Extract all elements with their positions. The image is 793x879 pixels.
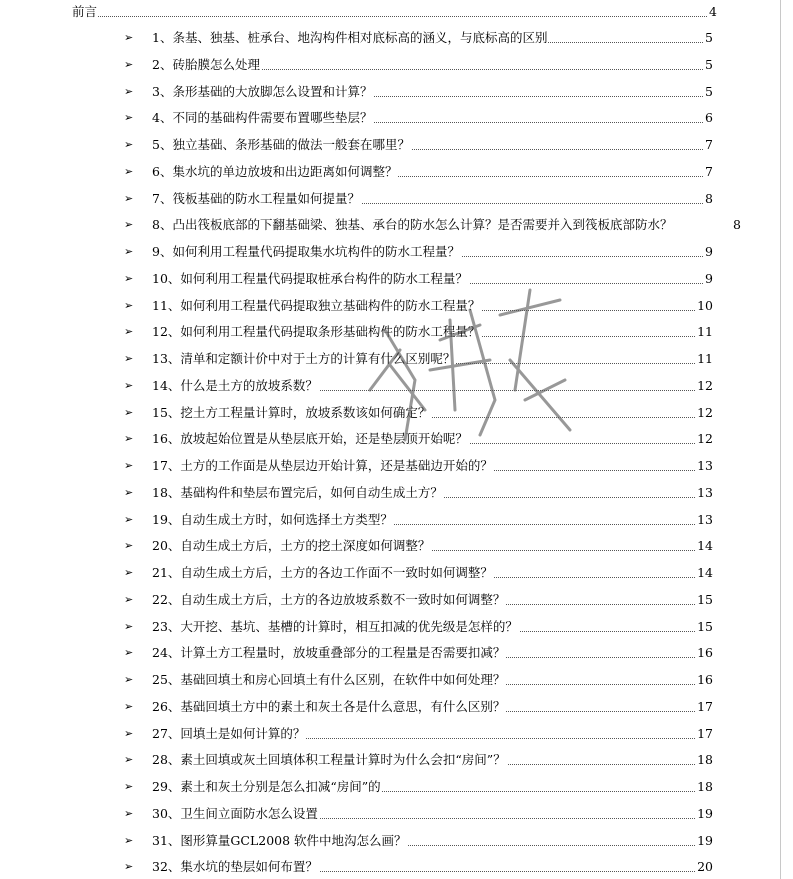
toc-entry-row[interactable]: [0, 162, 793, 182]
toc-entry-row[interactable]: [0, 831, 793, 851]
toc-entry-title: 15、挖土方工程量计算时，放坡系数该如何确定？: [152, 403, 431, 423]
toc-entry-page-number: 6: [704, 108, 713, 128]
arrow-bullet-icon: ➢: [124, 566, 134, 579]
toc-entry-title: 18、基础构件和垫层布置完后，如何自动生成土方？: [152, 483, 444, 503]
toc-entry-row[interactable]: [0, 296, 793, 316]
toc-entry-title: 6、集水坑的单边放坡和出边距离如何调整？: [152, 162, 398, 182]
toc-entry-title: 5、独立基础、条形基础的做法一般套在哪里？: [152, 135, 411, 155]
toc-entry-page-number: 7: [704, 162, 713, 182]
toc-entry-title: 8、凸出筏板底部的下翻基础梁、独基、承台的防水怎么计算？是否需要并入到筏板底部防水？: [152, 215, 673, 235]
toc-entry-page-number: 17: [696, 697, 713, 717]
arrow-bullet-icon: ➢: [124, 860, 134, 874]
toc-entry-row[interactable]: [0, 376, 793, 396]
toc-entry-page-number: 9: [704, 269, 713, 289]
toc-entry-row[interactable]: [0, 349, 793, 369]
toc-entry-title: 2、砖胎膜怎么处理: [152, 55, 261, 75]
toc-entry-title: 22、自动生成土方后，土方的各边放坡系数不一致时如何调整？: [152, 590, 506, 610]
dot-leader: [72, 16, 717, 17]
toc-entry-row[interactable]: [0, 617, 793, 637]
toc-entry-page-number: 7: [704, 135, 713, 155]
toc-entry-page-number: 5: [704, 28, 713, 48]
toc-entry-page-number: 11: [696, 349, 713, 369]
arrow-bullet-icon: ➢: [124, 218, 134, 232]
toc-entry-title: 25、基础回填土和房心回填土有什么区别，在软件中如何处理？: [152, 670, 506, 690]
arrow-bullet-icon: ➢: [124, 833, 134, 847]
toc-entry-row[interactable]: [0, 55, 793, 75]
toc-entry-page-number: 12: [696, 376, 713, 396]
toc-entry-page-number: 19: [696, 804, 713, 824]
toc-entry-title: 29、素土和灰土分别是怎么扣减“房间”的: [152, 777, 382, 797]
toc-entry-page-number: 16: [696, 670, 713, 690]
toc-entry-row[interactable]: [0, 670, 793, 690]
arrow-bullet-icon: ➢: [124, 325, 134, 339]
toc-entry-row[interactable]: [0, 697, 793, 717]
arrow-bullet-icon: ➢: [124, 405, 134, 419]
toc-entry-title: 21、自动生成土方后，土方的各边工作面不一致时如何调整？: [152, 563, 494, 583]
toc-entry-title: 14、什么是土方的放坡系数？: [152, 376, 319, 396]
arrow-bullet-icon: ➢: [124, 271, 134, 285]
arrow-bullet-icon: ➢: [124, 298, 134, 312]
arrow-bullet-icon: ➢: [124, 539, 134, 553]
toc-entry-page-number: 19: [696, 831, 713, 851]
arrow-bullet-icon: ➢: [124, 726, 134, 740]
arrow-bullet-icon: ➢: [124, 378, 134, 392]
toc-entry-title: 30、卫生间立面防水怎么设置: [152, 804, 319, 824]
toc-entry-row[interactable]: [0, 189, 793, 209]
toc-entry-title: 28、素土回填或灰土回填体积工程量计算时为什么会扣“房间”？: [152, 750, 507, 770]
toc-entry-page-number: 17: [696, 724, 713, 744]
arrow-bullet-icon: ➢: [124, 485, 134, 499]
arrow-bullet-icon: ➢: [124, 459, 134, 472]
arrow-bullet-icon: ➢: [124, 512, 134, 526]
toc-entry-title: 23、大开挖、基坑、基槽的计算时，相互扣减的优先级是怎样的？: [152, 617, 519, 637]
toc-entry-page-number: 8: [732, 215, 741, 235]
toc-preface-row[interactable]: [0, 2, 793, 22]
toc-entry-title: 9、如何利用工程量代码提取集水坑构件的防水工程量？: [152, 242, 461, 262]
toc-entry-row[interactable]: [0, 82, 793, 102]
toc-entry-row[interactable]: [0, 750, 793, 770]
arrow-bullet-icon: ➢: [124, 699, 134, 713]
toc-entry-title: 20、自动生成土方后，土方的挖土深度如何调整？: [152, 536, 431, 556]
toc-entry-title: 27、回填土是如何计算的？: [152, 724, 306, 744]
toc-entry-row[interactable]: [0, 456, 793, 476]
arrow-bullet-icon: ➢: [124, 191, 134, 205]
arrow-bullet-icon: ➢: [124, 84, 134, 98]
toc-entry-row[interactable]: [0, 643, 793, 663]
toc-entry-title: 32、集水坑的垫层如何布置？: [152, 857, 319, 877]
arrow-bullet-icon: ➢: [124, 806, 134, 820]
toc-entry-title: 7、筏板基础的防水工程量如何提量？: [152, 189, 361, 209]
toc-entry-row[interactable]: [0, 563, 793, 583]
arrow-bullet-icon: ➢: [124, 619, 134, 633]
arrow-bullet-icon: ➢: [124, 352, 134, 365]
toc-entry-page-number: 16: [696, 643, 713, 663]
toc-entry-page-number: 20: [696, 857, 713, 877]
toc-entry-title: 26、基础回填土方中的素土和灰土各是什么意思，有什么区别？: [152, 697, 506, 717]
toc-entry-page-number: 5: [704, 55, 713, 75]
toc-entry-page-number: 12: [696, 403, 713, 423]
toc-entry-row[interactable]: [0, 804, 793, 824]
toc-entry-title: 24、计算土方工程量时，放坡重叠部分的工程量是否需要扣减？: [152, 643, 506, 663]
toc-entry-row[interactable]: [0, 269, 793, 289]
toc-entry-title: 13、清单和定额计价中对于土方的计算有什么区别呢？: [152, 349, 456, 369]
toc-entry-title: 16、放坡起始位置是从垫层底开始，还是垫层顶开始呢？: [152, 429, 469, 449]
toc-entry-page-number: 15: [696, 617, 713, 637]
toc-entry-row[interactable]: [0, 135, 793, 155]
toc-entry-row[interactable]: [0, 483, 793, 503]
toc-entry-page-number: 9: [704, 242, 713, 262]
toc-entry-row[interactable]: [0, 215, 793, 235]
toc-entry-row[interactable]: [0, 429, 793, 449]
toc-entry-page-number: 14: [696, 563, 713, 583]
arrow-bullet-icon: ➢: [124, 111, 134, 125]
arrow-bullet-icon: ➢: [124, 164, 134, 178]
toc-entry-page-number: 14: [696, 536, 713, 556]
arrow-bullet-icon: ➢: [124, 245, 134, 258]
toc-entry-row[interactable]: [0, 403, 793, 423]
arrow-bullet-icon: ➢: [124, 753, 134, 767]
toc-entry-title: 31、图形算量GCL2008 软件中地沟怎么画？: [152, 831, 408, 851]
toc-entry-title: 10、如何利用工程量代码提取桩承台构件的防水工程量？: [152, 269, 469, 289]
toc-entry-page-number: 8: [704, 189, 713, 209]
toc-entry-row[interactable]: [0, 536, 793, 556]
toc-entry-row[interactable]: [0, 857, 793, 877]
toc-entry-title: 1、条基、独基、桩承台、地沟构件相对底标高的涵义，与底标高的区别: [152, 28, 548, 48]
arrow-bullet-icon: ➢: [124, 592, 134, 606]
toc-entry-title: 3、条形基础的大放脚怎么设置和计算？: [152, 82, 373, 102]
toc-entry-row[interactable]: [0, 590, 793, 610]
toc-entry-title: 4、不同的基础构件需要布置哪些垫层？: [152, 108, 373, 128]
arrow-bullet-icon: ➢: [124, 432, 134, 446]
preface-page-number: 4: [708, 2, 717, 22]
toc-entry-page-number: 18: [696, 777, 713, 797]
toc-entry-row[interactable]: [0, 242, 793, 262]
toc-entry-row[interactable]: [0, 510, 793, 530]
toc-entry-page-number: 18: [696, 750, 713, 770]
toc-entry-title: 11、如何利用工程量代码提取独立基础构件的防水工程量？: [152, 296, 481, 316]
toc-entry-page-number: 13: [696, 483, 713, 503]
toc-entry-page-number: 13: [696, 510, 713, 530]
toc-entry-page-number: 10: [696, 296, 713, 316]
toc-entry-row[interactable]: [0, 108, 793, 128]
arrow-bullet-icon: ➢: [124, 57, 134, 71]
preface-title: 前言: [72, 2, 98, 22]
toc-entry-title: 17、土方的工作面是从垫层边开始计算，还是基础边开始的？: [152, 456, 494, 476]
arrow-bullet-icon: ➢: [124, 138, 134, 151]
arrow-bullet-icon: ➢: [124, 673, 134, 686]
toc-entry-row[interactable]: [0, 777, 793, 797]
toc-entry-page-number: 15: [696, 590, 713, 610]
toc-entry-title: 12、如何利用工程量代码提取条形基础构件的防水工程量？: [152, 322, 481, 342]
toc-entry-page-number: 12: [696, 429, 713, 449]
arrow-bullet-icon: ➢: [124, 646, 134, 660]
toc-entry-page-number: 5: [704, 82, 713, 102]
arrow-bullet-icon: ➢: [124, 780, 134, 793]
toc-entry-page-number: 11: [696, 322, 713, 342]
toc-entry-title: 19、自动生成土方时，如何选择土方类型？: [152, 510, 394, 530]
toc-entry-row[interactable]: [0, 28, 793, 48]
arrow-bullet-icon: ➢: [124, 31, 134, 44]
toc-entry-row[interactable]: [0, 724, 793, 744]
toc-entry-page-number: 13: [696, 456, 713, 476]
toc-entry-row[interactable]: [0, 322, 793, 342]
